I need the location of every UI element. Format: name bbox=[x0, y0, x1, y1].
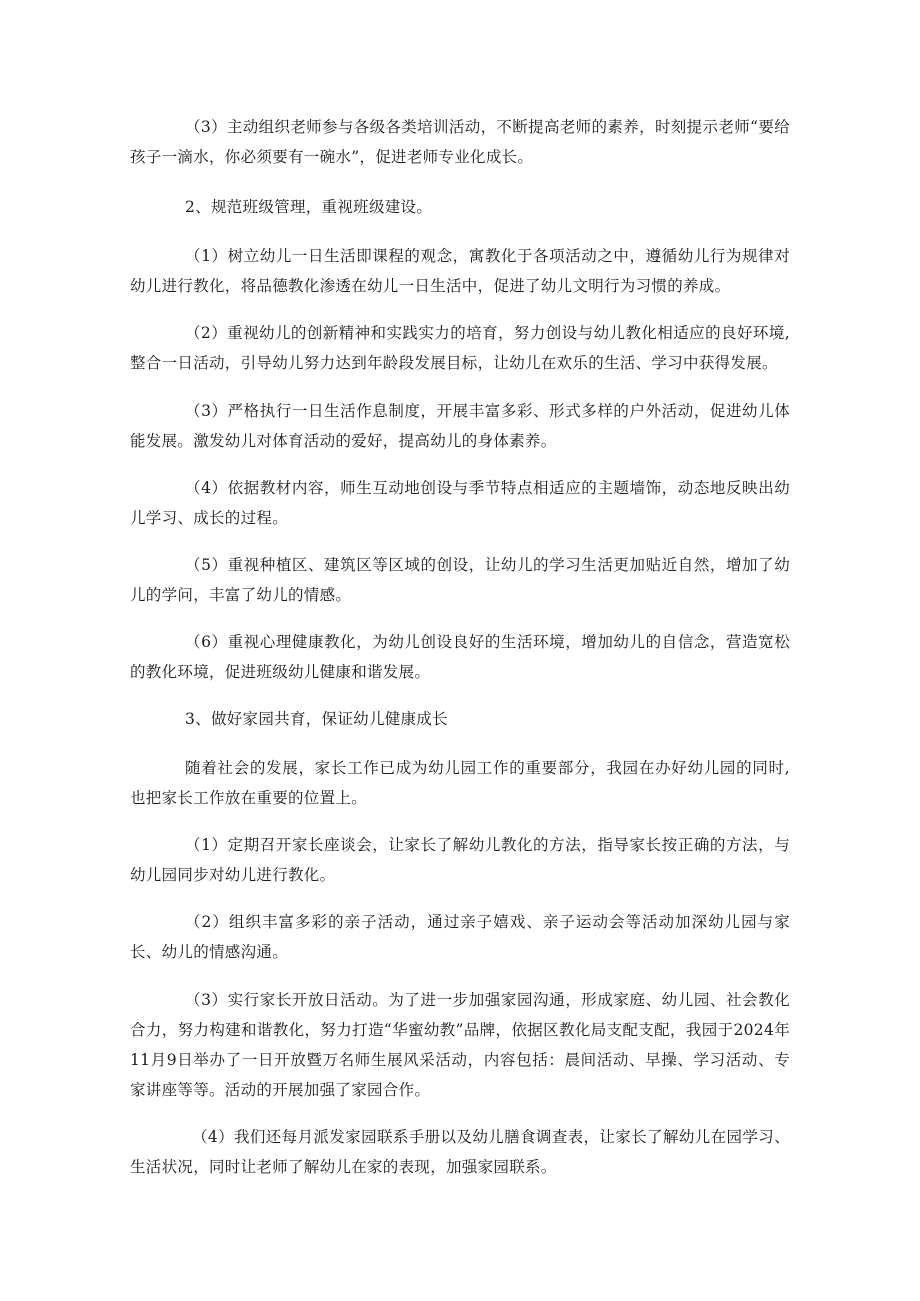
paragraph-area-creation: （5）重视种植区、建筑区等区域的创设，让幼儿的学习生活更加贴近自然，增加了幼儿的学问，丰富了幼儿的情感。 bbox=[130, 556, 790, 604]
paragraph-parent-meetings: （1）定期召开家长座谈会，让家长了解幼儿教化的方法，指导家长按正确的方法，与幼儿园同步对幼儿进行教化。 bbox=[130, 836, 790, 884]
paragraph-open-day: （3）实行家长开放日活动。为了进一步加强家园沟通，形成家庭、幼儿园、社会教化合力，努力构建和谐教化，努力打造“华蜜幼教”品牌，依据区教化局支配支配，我园于2024年11月9日举办了一日开放暨万名师生展风采活动，内容包括：晨间活动、早操、学习活动、专家讲座等等。活动的开展加强了家园合作。 bbox=[130, 991, 790, 1099]
paragraph-innovation: （2）重视幼儿的创新精神和实践实力的培育，努力创设与幼儿教化相适应的良好环境,整合一日活动，引导幼儿努力达到年龄段发展目标，让幼儿在欢乐的生活、学习中获得发展。 bbox=[130, 324, 790, 372]
section-heading-class-management: 2、规范班级管理，重视班级建设。 bbox=[185, 198, 433, 216]
paragraph-contact-handbook: （4）我们还每月派发家园联系手册以及幼儿膳食调查表，让家长了解幼儿在园学习、生活状况，同时让老师了解幼儿在家的表现，加强家园联系。 bbox=[130, 1128, 790, 1176]
section-heading-home-school: 3、做好家园共育，保证幼儿健康成长 bbox=[185, 710, 448, 728]
paragraph-parent-child-activities: （2）组织丰富多彩的亲子活动，通过亲子嬉戏、亲子运动会等活动加深幼儿园与家长、幼儿的情感沟通。 bbox=[130, 913, 790, 961]
paragraph-parent-work: 随着社会的发展，家长工作已成为幼儿园工作的重要部分，我园在办好幼儿园的同时,也把家长工作放在重要的位置上。 bbox=[130, 759, 790, 807]
paragraph-theme-walls: （4）依据教材内容，师生互动地创设与季节特点相适应的主题墙饰，动态地反映出幼儿学习、成长的过程。 bbox=[130, 479, 790, 527]
paragraph-teacher-training: （3）主动组织老师参与各级各类培训活动，不断提高老师的素养，时刻提示老师“要给孩子一滴水，你必须要有一碗水”，促进老师专业化成长。 bbox=[130, 118, 790, 166]
paragraph-daily-curriculum: （1）树立幼儿一日生活即课程的观念，寓教化于各项活动之中，遵循幼儿行为规律对幼儿进行教化，将品德教化渗透在幼儿一日生活中，促进了幼儿文明行为习惯的养成。 bbox=[130, 247, 790, 295]
paragraph-schedule: （3）严格执行一日生活作息制度，开展丰富多彩、形式多样的户外活动，促进幼儿体能发展。激发幼儿对体育活动的爱好，提高幼儿的身体素养。 bbox=[130, 402, 790, 450]
paragraph-mental-health: （6）重视心理健康教化，为幼儿创设良好的生活环境，增加幼儿的自信念，营造宽松的教化环境，促进班级幼儿健康和谐发展。 bbox=[130, 633, 790, 681]
